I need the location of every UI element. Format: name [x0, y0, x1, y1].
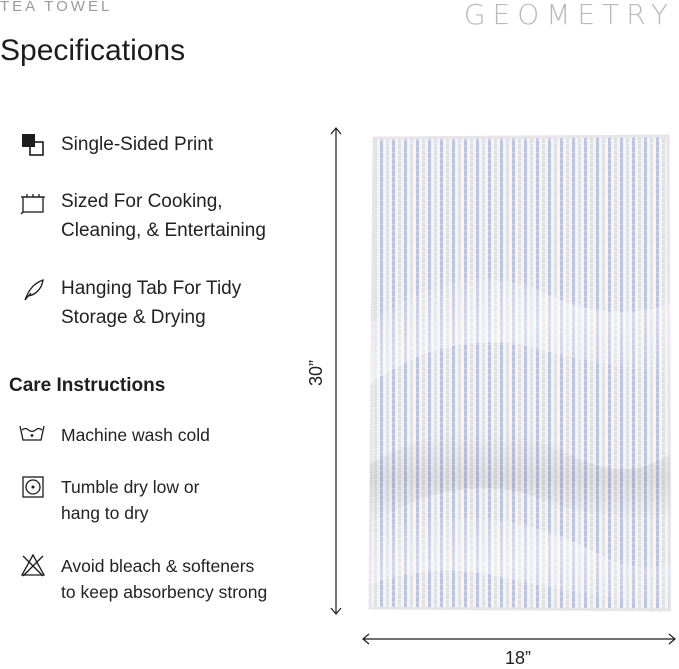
- height-dimension-label: 30”: [306, 359, 326, 386]
- care-text: Machine wash cold: [61, 425, 210, 445]
- width-dimension-arrow: [361, 633, 677, 645]
- height-dimension-arrow: [330, 126, 342, 616]
- product-type-label: TEA TOWEL: [0, 0, 113, 15]
- care-text-line1: Tumble dry low or: [61, 477, 200, 497]
- machine-wash-cold-icon: [19, 424, 45, 442]
- feature-text-line1: Hanging Tab For Tidy: [61, 278, 242, 299]
- towel-size-icon: [20, 193, 46, 215]
- width-dimension-label: 18”: [505, 648, 532, 668]
- brand-logo: GEOMETRY: [463, 0, 675, 31]
- hanging-tab-icon: [22, 278, 46, 302]
- care-no-bleach: [61, 553, 267, 605]
- tumble-dry-low-icon: [22, 476, 44, 498]
- feature-text: Single-Sided Print: [61, 134, 214, 155]
- page-title: Specifications: [0, 34, 186, 67]
- care-text-line2: hang to dry: [61, 503, 149, 523]
- care-machine-wash: [61, 422, 210, 448]
- no-bleach-icon: [20, 553, 46, 577]
- care-tumble-dry: [61, 474, 199, 526]
- feature-text-line2: Storage & Drying: [61, 307, 206, 328]
- care-instructions-heading: Care Instructions: [9, 375, 166, 396]
- feature-hanging-tab: [61, 274, 241, 332]
- care-text-line2: to keep absorbency strong: [61, 582, 268, 602]
- feature-text-line1: Sized For Cooking,: [61, 191, 223, 212]
- single-sided-print-icon: [21, 133, 45, 157]
- tea-towel-image: [368, 134, 671, 612]
- feature-text-line2: Cleaning, & Entertaining: [61, 220, 266, 241]
- feature-single-sided-print: [61, 130, 213, 159]
- feature-sized-for-cooking: [61, 187, 266, 245]
- care-text-line1: Avoid bleach & softeners: [61, 556, 255, 576]
